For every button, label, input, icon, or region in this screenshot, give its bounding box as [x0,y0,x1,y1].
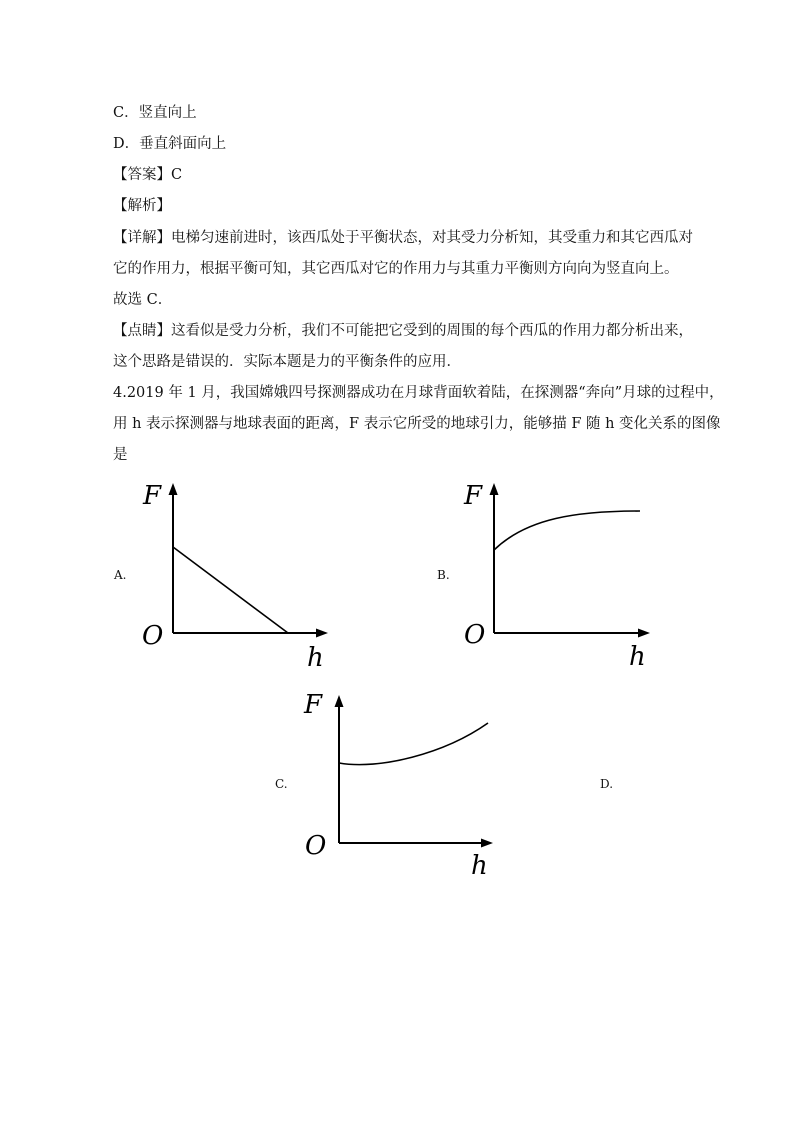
option-c-label: C. [275,777,288,791]
graph-b-y-arrow [490,483,499,495]
graph-b-f-label: F [464,481,483,511]
option-b-label: B. [437,568,450,582]
analysis-heading: 【解析】 [113,198,171,214]
graph-b-curve [494,511,640,550]
graph-c-x-arrow [481,839,493,848]
graph-b [462,478,662,673]
answer-line: 【答案】C [113,167,183,183]
option-d-label: D. [600,777,614,791]
graph-a-x-arrow [316,629,328,638]
question-4-line-2: 用 h 表示探测器与地球表面的距离，F 表示它所受的地球引力，能够描 F 随 h 变化关系的图像 [113,416,721,432]
graph-b-origin-label: O [464,620,486,650]
graph-a-f-label: F [143,481,162,511]
option-c-text: C．竖直向上 [113,105,197,121]
graph-a-origin-label: O [142,621,164,651]
graph-c [304,688,504,883]
graph-c-origin-label: O [305,831,327,861]
option-d-text: D．垂直斜面向上 [113,136,227,152]
graph-c-f-label: F [304,690,323,720]
graph-b-x-arrow [638,629,650,638]
tip-line-2: 这个思路是错误的．实际本题是力的平衡条件的应用． [113,354,461,370]
graph-b-h-label: h [629,642,646,672]
detail-line-2: 它的作用力，根据平衡可知，其它西瓜对它的作用力与其重力平衡则方向向为竖直向上。 [113,261,679,277]
question-4-line-3: 是 [113,447,128,463]
graph-a-line [173,547,288,633]
graph-c-y-arrow [335,695,344,707]
graph-a-y-arrow [169,483,178,495]
conclusion-line: 故选 C． [113,292,173,308]
graph-a-h-label: h [307,643,324,673]
tip-line-1: 【点睛】这看似是受力分析，我们不可能把它受到的周围的每个西瓜的作用力都分析出来， [113,323,693,339]
detail-line-1: 【详解】电梯匀速前进时，该西瓜处于平衡状态，对其受力分析知，其受重力和其它西瓜对 [113,230,693,246]
graph-a [140,478,340,673]
graph-c-h-label: h [471,851,488,881]
graph-c-curve [339,723,488,765]
option-a-label: A. [114,568,127,582]
question-4-line-1: 4.2019 年 1 月，我国嫦娥四号探测器成功在月球背面软着陆，在探测器“奔向”月球的过程中， [113,385,724,401]
